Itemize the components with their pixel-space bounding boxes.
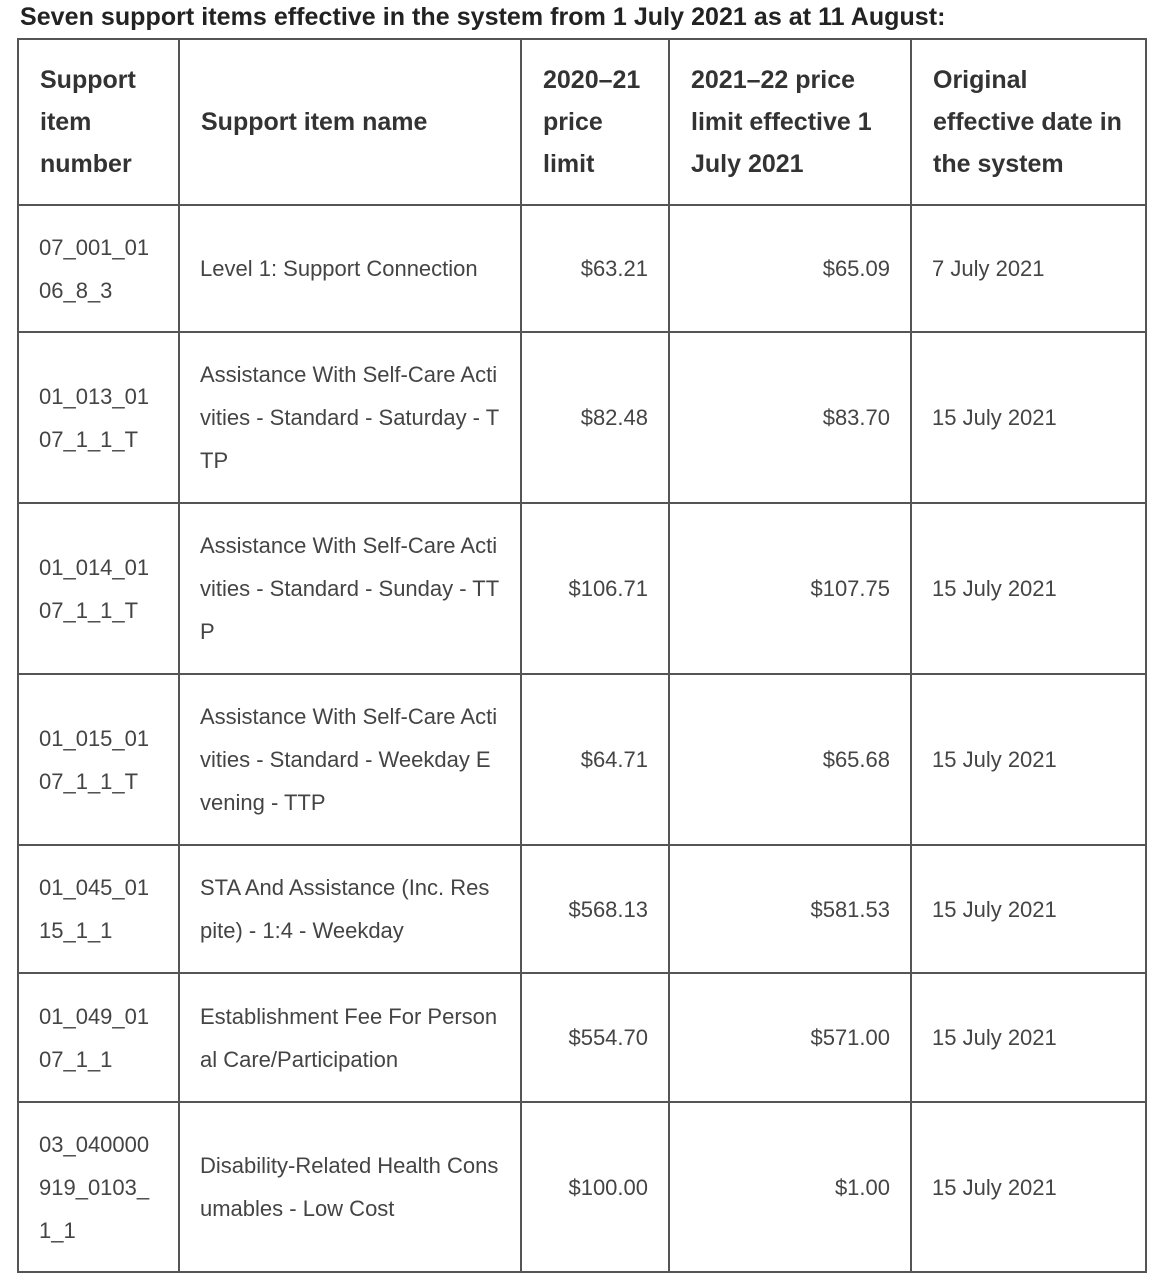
support-item-number-cell: 01_049_0107_1_1 — [18, 973, 179, 1102]
support-item-number-cell: 03_040000919_0103_1_1 — [18, 1102, 179, 1272]
price-2020-21-cell: $100.00 — [521, 1102, 669, 1272]
price-2021-22-cell: $65.09 — [669, 205, 911, 332]
price-2020-21-cell: $568.13 — [521, 845, 669, 973]
effective-date-cell: 15 July 2021 — [911, 973, 1146, 1102]
price-2021-22-cell: $571.00 — [669, 973, 911, 1102]
support-item-name-cell: Disability-Related Health Consumables - Low Cost — [179, 1102, 521, 1272]
price-2021-22-cell: $107.75 — [669, 503, 911, 674]
effective-date-cell: 15 July 2021 — [911, 674, 1146, 845]
header-support-item-number: Support item number — [18, 39, 179, 205]
support-item-name-cell: Assistance With Self-Care Activities - Standard - Sunday - TTP — [179, 503, 521, 674]
support-item-name-cell: Level 1: Support Connection — [179, 205, 521, 332]
support-item-number-cell: 01_015_0107_1_1_T — [18, 674, 179, 845]
support-item-name-cell: Assistance With Self-Care Activities - Standard - Weekday Evening - TTP — [179, 674, 521, 845]
effective-date-cell: 15 July 2021 — [911, 332, 1146, 503]
support-item-name-cell: STA And Assistance (Inc. Respite) - 1:4 - Weekday — [179, 845, 521, 973]
table-caption: Seven support items effective in the system from 1 July 2021 as at 11 August: — [20, 3, 946, 31]
effective-date-cell: 15 July 2021 — [911, 845, 1146, 973]
price-2021-22-cell: $581.53 — [669, 845, 911, 973]
price-2021-22-cell: $83.70 — [669, 332, 911, 503]
price-2020-21-cell: $554.70 — [521, 973, 669, 1102]
table-row — [18, 973, 1146, 1102]
table-row — [18, 845, 1146, 973]
table-row — [18, 674, 1146, 845]
price-2020-21-cell: $64.71 — [521, 674, 669, 845]
support-items-table — [17, 38, 1147, 1273]
effective-date-cell: 7 July 2021 — [911, 205, 1146, 332]
support-item-name-cell: Assistance With Self-Care Activities - Standard - Saturday - TTP — [179, 332, 521, 503]
support-item-number-cell: 01_014_0107_1_1_T — [18, 503, 179, 674]
effective-date-cell: 15 July 2021 — [911, 503, 1146, 674]
effective-date-cell: 15 July 2021 — [911, 1102, 1146, 1272]
table-header-row — [18, 39, 1146, 205]
price-2020-21-cell: $82.48 — [521, 332, 669, 503]
header-2020-21-price-limit: 2020–21 price limit — [521, 39, 669, 205]
header-2021-22-price-limit: 2021–22 price limit effective 1 July 2021 — [669, 39, 911, 205]
header-original-effective-date: Original effective date in the system — [911, 39, 1146, 205]
price-2020-21-cell: $63.21 — [521, 205, 669, 332]
table-row — [18, 503, 1146, 674]
table-row — [18, 1102, 1146, 1272]
table-row — [18, 332, 1146, 503]
price-2021-22-cell: $1.00 — [669, 1102, 911, 1272]
support-item-name-cell: Establishment Fee For Personal Care/Participation — [179, 973, 521, 1102]
price-2021-22-cell: $65.68 — [669, 674, 911, 845]
header-support-item-name: Support item name — [179, 39, 521, 205]
table-row — [18, 205, 1146, 332]
price-2020-21-cell: $106.71 — [521, 503, 669, 674]
support-item-number-cell: 07_001_0106_8_3 — [18, 205, 179, 332]
support-item-number-cell: 01_045_0115_1_1 — [18, 845, 179, 973]
support-item-number-cell: 01_013_0107_1_1_T — [18, 332, 179, 503]
